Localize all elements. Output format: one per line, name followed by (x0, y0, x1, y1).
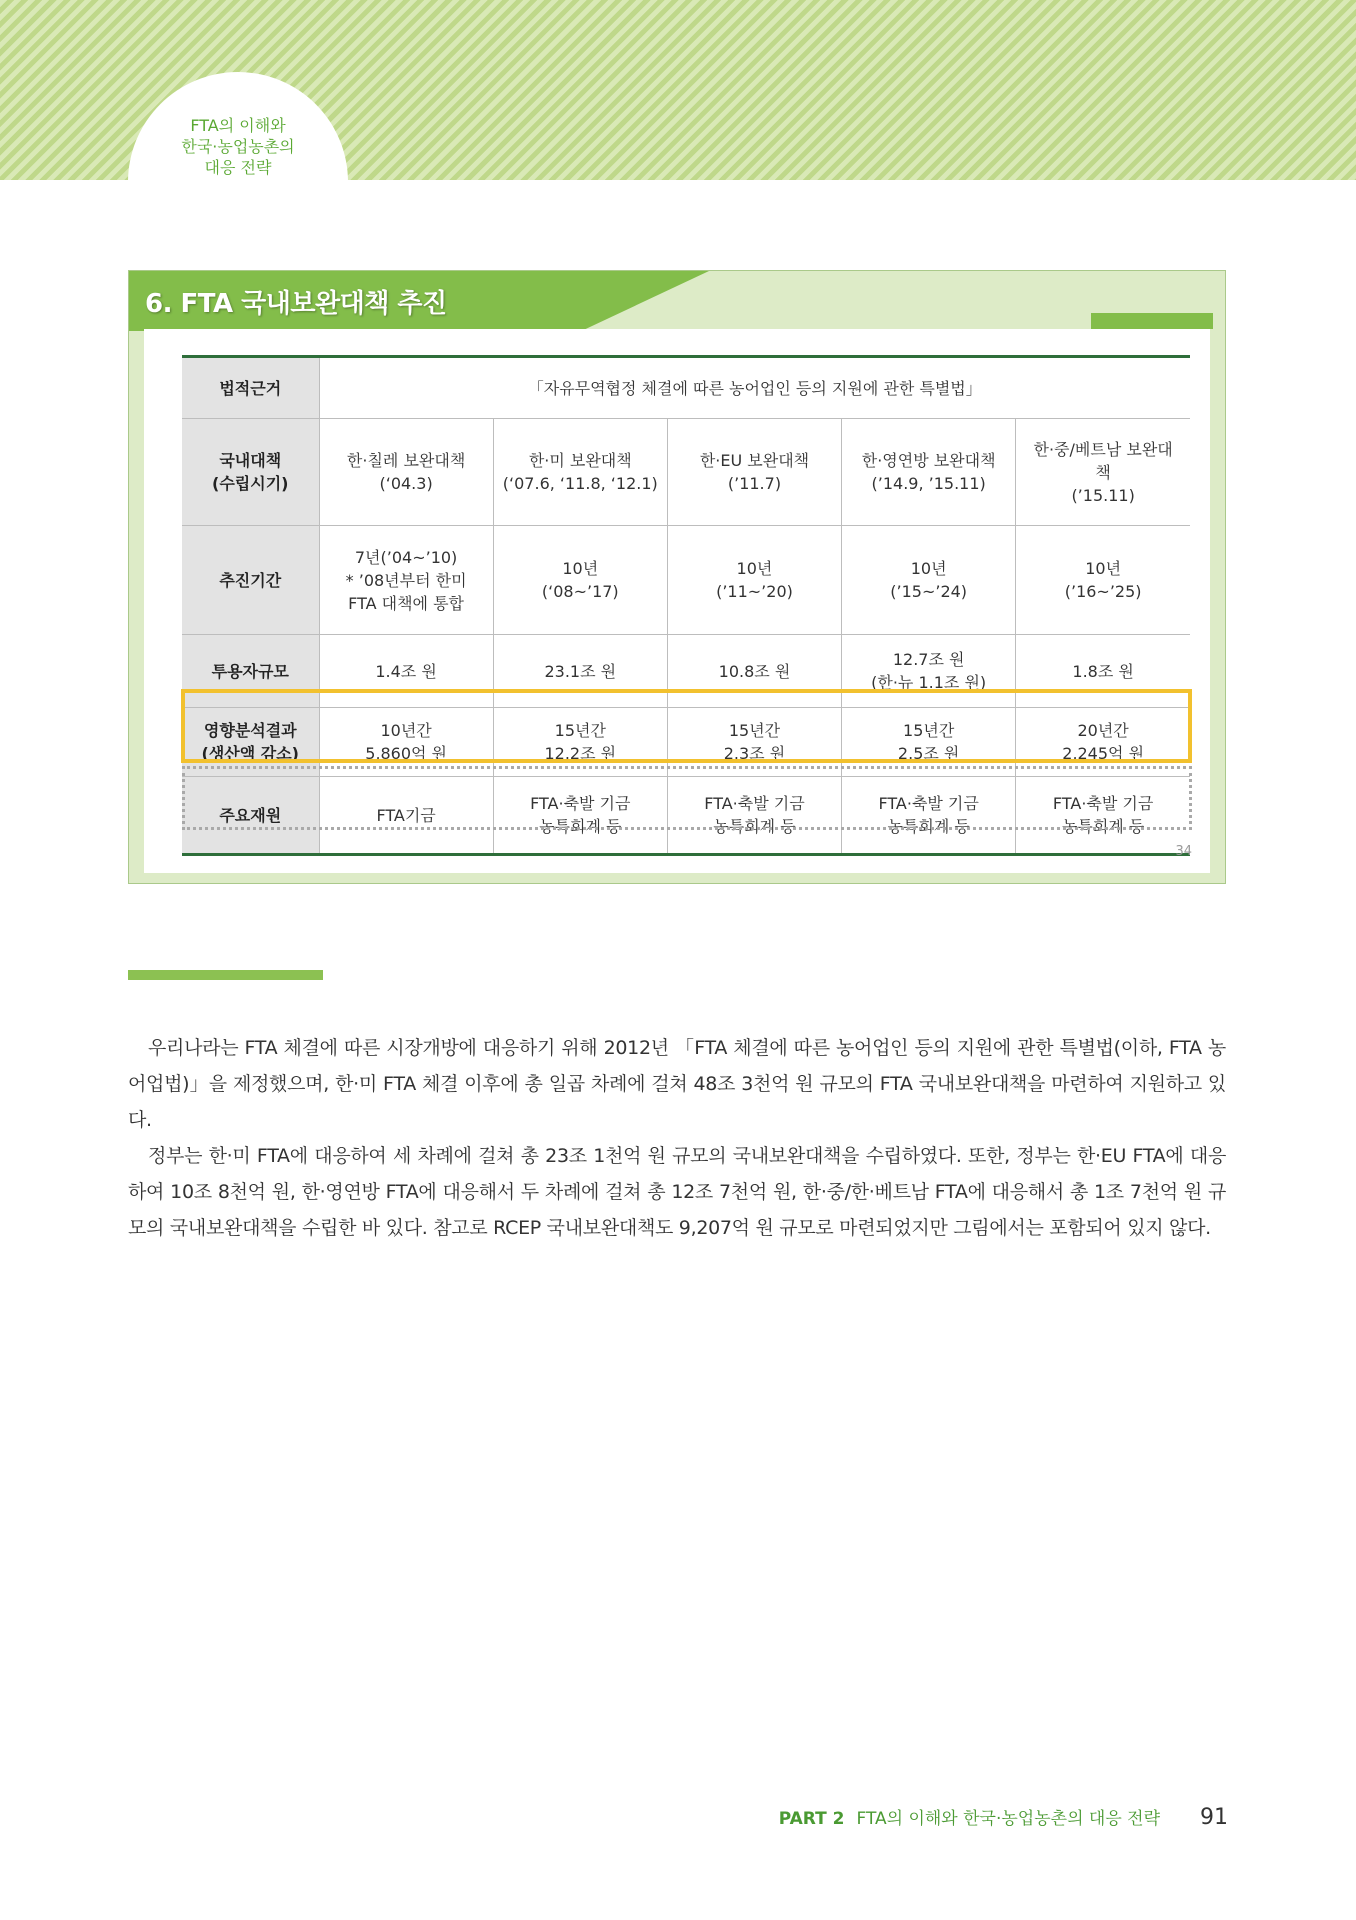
cell-line: 한·중/베트남 보완대 (1033, 439, 1173, 459)
footer-part-label: PART 2 (778, 1809, 845, 1829)
cell-line: 20년간 (1077, 721, 1129, 740)
cell-line: 농특회계 등 (539, 817, 622, 836)
cell-line: * ’08년부터 한미 (345, 570, 467, 590)
row-header-impact-analysis (182, 708, 319, 777)
table-cell (667, 708, 841, 777)
section-divider (128, 970, 323, 980)
cell-line: 책 (1095, 462, 1111, 482)
cell-line: (’14.9, ’15.11) (871, 474, 986, 493)
cell-line: 한·칠레 보완대책 (346, 451, 466, 470)
cell-line: FTA 대책에 통합 (348, 593, 465, 613)
cell-line: FTA·축발 기금 (704, 794, 805, 813)
row-header-funding-source: 주요재원 (182, 777, 319, 855)
cell-line: 12.2조 원 (544, 744, 617, 763)
table-cell (493, 777, 667, 855)
cell-line: 한·EU 보완대책 (699, 451, 810, 470)
cell-line: 10년간 (380, 721, 432, 740)
chapter-label (128, 115, 348, 178)
cell-line: FTA·축발 기금 (530, 794, 631, 813)
cell-line: 15년간 (728, 721, 781, 740)
table-cell (1016, 419, 1190, 526)
slide-figure (128, 270, 1226, 884)
table-cell (842, 526, 1016, 635)
table-cell (667, 635, 841, 708)
table-row-domestic-plan (182, 419, 1190, 526)
chapter-label-line3: 대응 전략 (204, 158, 272, 177)
slide-accent-bar (1091, 313, 1213, 329)
cell-line: FTA·축발 기금 (878, 794, 979, 813)
slide-title: 6. FTA 국내보완대책 추진 (145, 289, 447, 319)
table-row-legal-basis (182, 357, 1190, 419)
page-number: 91 (1200, 1805, 1228, 1830)
cell-line: 5,860억 원 (365, 744, 447, 763)
cell-line: FTA기금 (376, 805, 436, 825)
page-footer (779, 1804, 1228, 1830)
row-header-domestic-plan (182, 419, 319, 526)
cell-line: 10년 (1085, 559, 1122, 578)
cell-line: 10년 (562, 559, 599, 578)
table-row-funding-source (182, 777, 1190, 855)
table-cell (842, 635, 1016, 708)
table-cell (842, 419, 1016, 526)
cell-line: 15년간 (554, 721, 606, 740)
row-header-investment: 투용자규모 (182, 635, 319, 708)
row-header-period: 추진기간 (182, 526, 319, 635)
cell-line: (’11~’20) (716, 582, 793, 601)
chapter-tab (128, 72, 348, 292)
cell-line: 한·영연방 보완대책 (861, 451, 996, 470)
paragraph: 정부는 한·미 FTA에 대응하여 세 차례에 걸쳐 총 23조 1천억 원 규모의 국내보완대책을 수립하였다. 또한, 정부는 한·EU FTA에 대응하여 10조 8천억 원, 한·영연방 FTA에 대응해서 두 차례에 걸쳐 총 12조 7천억 원, 한·중/한·베트남 FTA에 대응해서 총 1조 7천억 원 규모의 국내보완대책을 수립한 바 있다. 참고로 RCEP 국내보완대책도 9,207억 원 규모로 마련되었지만 그림에서는 포함되어 있지 않다. (128, 1145, 1226, 1239)
footer-subtitle: FTA의 이해와 한국·농업농촌의 대응 전략 (856, 1809, 1160, 1829)
row-header-line: (생산액 감소) (201, 744, 299, 763)
paragraph: 우리나라는 FTA 체결에 따른 시장개방에 대응하기 위해 2012년 「FTA 체결에 따른 농어업인 등의 지원에 관한 특별법(이하, FTA 농어업법)」을 제정했으며, 한·미 FTA 체결 이후에 총 일곱 차례에 걸쳐 48조 3천억 원 규모의 FTA 국내보완대책을 마련하여 지원하고 있다. (128, 1037, 1226, 1131)
table-cell (493, 708, 667, 777)
body-text (128, 1030, 1226, 1246)
slide-page-number: 34 (1175, 844, 1192, 859)
cell-line: 10년 (910, 559, 947, 578)
chapter-label-line2: 한국·농업농촌의 (181, 137, 295, 156)
chapter-label-line1: FTA의 이해와 (190, 116, 286, 135)
cell-line: 1.4조 원 (375, 661, 437, 681)
table-cell (1016, 708, 1190, 777)
cell-line: (‘07.6, ‘11.8, ‘12.1) (502, 474, 658, 493)
table-cell (842, 708, 1016, 777)
cell-line: 농특회계 등 (713, 817, 796, 836)
table-cell (319, 526, 493, 635)
cell-line: 농특회계 등 (887, 817, 970, 836)
cell-line: (‘04.3) (379, 474, 433, 493)
table-cell (319, 419, 493, 526)
table-cell (842, 777, 1016, 855)
cell-line: 23.1조 원 (544, 661, 617, 681)
cell-line: (’15~’24) (890, 582, 968, 601)
cell-line: 한·미 보완대책 (528, 451, 632, 470)
row-header-legal-basis: 법적근거 (182, 357, 319, 419)
cell-line: (‘08~’17) (541, 582, 619, 601)
table-row-investment (182, 635, 1190, 708)
cell-line: 12.7조 원 (892, 650, 965, 669)
cell-line: (한·뉴 1.1조 원) (871, 673, 987, 692)
slide-body (144, 329, 1210, 873)
table-cell (1016, 635, 1190, 708)
cell-line: (’11.7) (727, 474, 782, 493)
cell-line: 7년(’04~’10) (354, 547, 458, 567)
row-header-line: 국내대책 (219, 451, 282, 470)
table-row-period (182, 526, 1190, 635)
cell-line: 10년 (736, 559, 773, 578)
cell-line: FTA·축발 기금 (1052, 794, 1154, 813)
row-header-line: (수립시기) (212, 474, 289, 493)
cell-line: 15년간 (903, 721, 955, 740)
table-cell (667, 777, 841, 855)
cell-line: 10.8조 원 (718, 661, 791, 681)
table-cell (319, 635, 493, 708)
cell-line: (’15.11) (1071, 485, 1135, 505)
cell-line: (’16~’25) (1064, 582, 1142, 601)
table-cell (1016, 777, 1190, 855)
cell-line: 1.8조 원 (1072, 661, 1134, 681)
table-cell (1016, 526, 1190, 635)
cell-line: 2.3조 원 (723, 744, 786, 763)
cell-line: 2.5조 원 (897, 744, 960, 763)
table-cell (319, 708, 493, 777)
table-cell (493, 526, 667, 635)
table-cell (667, 526, 841, 635)
row-header-line: 영향분석결과 (203, 721, 297, 740)
legal-basis-value: 「자유무역협정 체결에 따른 농어업인 등의 지원에 관한 특별법」 (319, 357, 1190, 419)
fta-measures-table (182, 355, 1190, 856)
cell-line: 2,245억 원 (1062, 744, 1145, 763)
table-cell (493, 635, 667, 708)
table-cell (493, 419, 667, 526)
cell-line: 농특회계 등 (1061, 817, 1145, 836)
table-cell (319, 777, 493, 855)
table-row-impact-analysis (182, 708, 1190, 777)
table-cell (667, 419, 841, 526)
